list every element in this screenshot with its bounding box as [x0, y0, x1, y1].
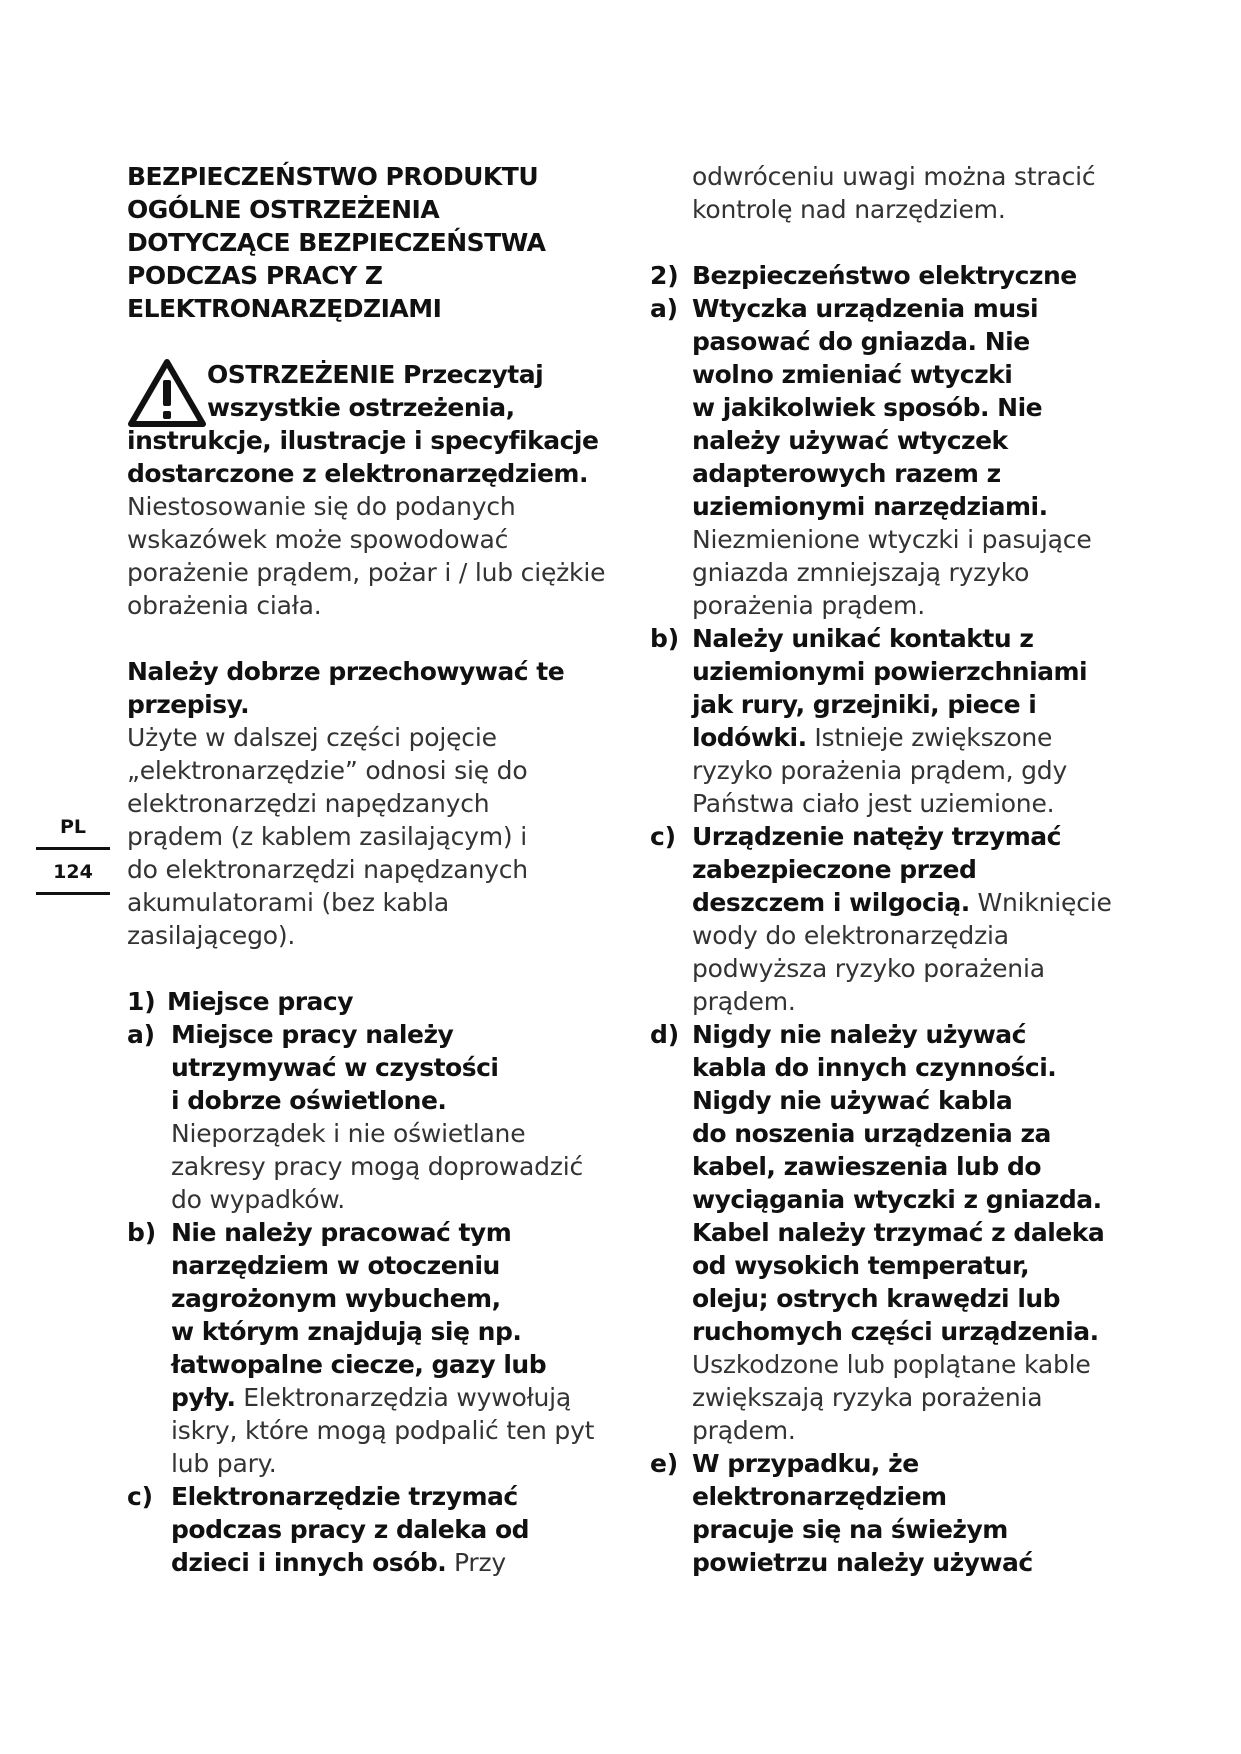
item-body-line: porażenia prądem.: [692, 591, 925, 620]
list-item-1b: [127, 1216, 597, 1480]
warning-text-line: instrukcje, ilustracje i specyfikacje: [127, 426, 599, 455]
item-bold-line: W przypadku, że: [692, 1449, 919, 1478]
item-body-line: zakresy pracy mogą doprowadzić: [171, 1152, 584, 1181]
item-bold-run: dzieci i innych osób.: [171, 1548, 447, 1577]
item-bold-line: Nigdy nie należy używać: [692, 1020, 1026, 1049]
heading-line: ELEKTRONARZĘDZIAMI: [127, 294, 442, 323]
item-bold-line: uziemionymi narzędziami.: [692, 492, 1048, 521]
item-body-line: ryzyko porażenia prądem, gdy: [692, 756, 1068, 785]
list-marker: e): [650, 1449, 678, 1478]
section-2-electrical-safety: [650, 259, 1120, 1579]
item-bold-line: należy używać wtyczek: [692, 426, 1008, 455]
item-bold-line: zagrożonym wybuchem,: [171, 1284, 501, 1313]
list-marker: c): [650, 822, 676, 851]
item-bold-line: narzędziem w otoczeniu: [171, 1251, 500, 1280]
section-number: 2): [650, 261, 679, 290]
item-body-line: Niezmienione wtyczki i pasujące: [692, 525, 1092, 554]
item-bold-line: od wysokich temperatur,: [692, 1251, 1030, 1280]
warning-text-line: wszystkie ostrzeżenia,: [207, 393, 515, 422]
item-bold-run: lodówki.: [692, 723, 807, 752]
list-marker: c): [127, 1482, 153, 1511]
list-marker: b): [650, 624, 679, 653]
item-body-line: Uszkodzone lub poplątane kable: [692, 1350, 1091, 1379]
warning-text-line: OSTRZEŻENIE Przeczytaj: [207, 360, 544, 389]
item-bold-line: Nie należy pracować tym: [171, 1218, 512, 1247]
item-bold-line: jak rury, grzejniki, piece i: [692, 690, 1037, 719]
warning-triangle-icon: [127, 358, 207, 428]
page-sidebar: [36, 815, 110, 895]
keep-title-line: Należy dobrze przechowywać te: [127, 657, 565, 686]
item-bold-line: kabel, zawieszenia lub do: [692, 1152, 1042, 1181]
item-bold-line: ruchomych części urządzenia.: [692, 1317, 1099, 1346]
item-bold-line: do noszenia urządzenia za: [692, 1119, 1051, 1148]
item-bold-line: podczas pracy z daleka od: [171, 1515, 530, 1544]
warning-body-line: obrażenia ciała.: [127, 591, 322, 620]
item-bold-run: deszczem i wilgocią.: [692, 888, 970, 917]
keep-body-line: prądem (z kablem zasilającym) i: [127, 822, 527, 851]
keep-body-line: do elektronarzędzi napędzanych: [127, 855, 528, 884]
item-bold-line: pracuje się na świeżym: [692, 1515, 1008, 1544]
warning-text-line: dostarczone z elektronarzędziem.: [127, 459, 588, 488]
sidebar-divider: [36, 847, 110, 850]
item-body-line: wody do elektronarzędzia: [692, 921, 1009, 950]
item-body-line: iskry, które mogą podpalić ten pyt: [171, 1416, 595, 1445]
keep-body-line: elektronarzędzi napędzanych: [127, 789, 490, 818]
item-mixed-line: [127, 1381, 597, 1414]
item-mixed-line: [127, 1546, 597, 1579]
section-title: Bezpieczeństwo elektryczne: [692, 261, 1077, 290]
right-column: [650, 160, 1120, 1579]
list-item-2a: [650, 292, 1120, 622]
keep-title-line: przepisy.: [127, 690, 250, 719]
item-body-line: do wypadków.: [171, 1185, 345, 1214]
keep-body-line: akumulatorami (bez kabla: [127, 888, 450, 917]
item-body-line: lub pary.: [171, 1449, 277, 1478]
body-line: kontrolę nad narzędziem.: [692, 195, 1006, 224]
list-item-2b: [650, 622, 1120, 820]
list-item-1c: [127, 1480, 597, 1579]
list-item-2d: [650, 1018, 1120, 1447]
item-bold-line: Należy unikać kontaktu z: [692, 624, 1034, 653]
item-body-line: Państwa ciało jest uziemione.: [692, 789, 1055, 818]
item-bold-line: Wtyczka urządzenia musi: [692, 294, 1039, 323]
section-heading: [127, 160, 597, 325]
item-body-line: podwyższa ryzyko porażenia: [692, 954, 1045, 983]
item-normal-run: Wniknięcie: [969, 888, 1112, 917]
heading-line: OGÓLNE OSTRZEŻENIA: [127, 195, 440, 224]
item-body-line: zwiększają ryzyka porażenia: [692, 1383, 1043, 1412]
item-mixed-line: [650, 721, 1120, 754]
warning-block: [127, 358, 606, 622]
section-title: Miejsce pracy: [167, 987, 354, 1016]
item-bold-line: Nigdy nie używać kabla: [692, 1086, 1013, 1115]
item-bold-line: wyciągania wtyczki z gniazda.: [692, 1185, 1102, 1214]
item-bold-line: w którym znajdują się np.: [171, 1317, 522, 1346]
warning-body-line: wskazówek może spowodować: [127, 525, 509, 554]
warning-body-line: Niestosowanie się do podanych: [127, 492, 516, 521]
item-bold-line: wolno zmieniać wtyczki: [692, 360, 1013, 389]
language-code: PL: [59, 816, 87, 838]
item-bold-run: pyły.: [171, 1383, 236, 1412]
keep-body-line: „elektronarzędzie” odnosi się do: [127, 756, 528, 785]
keep-body-line: Użyte w dalszej części pojęcie: [127, 723, 497, 752]
item-bold-line: pasować do gniazda. Nie: [692, 327, 1030, 356]
item-bold-line: łatwopalne ciecze, gazy lub: [171, 1350, 547, 1379]
keep-body-line: zasilającego).: [127, 921, 296, 950]
item-bold-line: oleju; ostrych krawędzi lub: [692, 1284, 1061, 1313]
item-normal-run: Elektronarzędzia wywołują: [235, 1383, 571, 1412]
section-number: 1): [127, 987, 156, 1016]
list-marker: a): [650, 294, 678, 323]
item-bold-line: Miejsce pracy należy: [171, 1020, 454, 1049]
keep-instructions-block: [127, 655, 597, 952]
page-number: 124: [53, 861, 93, 883]
heading-line: DOTYCZĄCE BEZPIECZEŃSTWA: [127, 228, 546, 257]
item-body-line: gniazda zmniejszają ryzyko: [692, 558, 1030, 587]
section-2-title: [650, 259, 1120, 292]
list-item-2e: [650, 1447, 1120, 1579]
list-marker: d): [650, 1020, 679, 1049]
item-body-line: Nieporządek i nie oświetlane: [171, 1119, 526, 1148]
item-bold-line: i dobrze oświetlone.: [171, 1086, 447, 1115]
item-bold-line: w jakikolwiek sposób. Nie: [692, 393, 1043, 422]
list-marker: b): [127, 1218, 156, 1247]
list-item-1a: [127, 1018, 597, 1216]
continuation-text: [650, 160, 1120, 226]
item-bold-line: Urządzenie natęży trzymać: [692, 822, 1061, 851]
body-line: odwróceniu uwagi można stracić: [692, 162, 1096, 191]
item-body-line: prądem.: [692, 1416, 796, 1445]
section-1-title: [127, 985, 597, 1018]
list-item-2c: [650, 820, 1120, 1018]
item-bold-line: elektronarzędziem: [692, 1482, 947, 1511]
item-bold-line: uziemionymi powierzchniami: [692, 657, 1088, 686]
item-bold-line: zabezpieczone przed: [692, 855, 977, 884]
item-body-line: prądem.: [692, 987, 796, 1016]
heading-line: PODCZAS PRACY Z: [127, 261, 383, 290]
warning-body-line: porażenie prądem, pożar i / lub ciężkie: [127, 558, 606, 587]
left-column: [127, 160, 606, 1579]
item-bold-line: Kabel należy trzymać z daleka: [692, 1218, 1105, 1247]
item-normal-run: Istnieje zwiększone: [806, 723, 1053, 752]
sidebar-divider: [36, 892, 110, 895]
item-bold-line: kabla do innych czynności.: [692, 1053, 1057, 1082]
item-bold-line: adapterowych razem z: [692, 459, 1001, 488]
list-marker: a): [127, 1020, 155, 1049]
item-normal-run: Przy: [446, 1548, 507, 1577]
item-bold-line: Elektronarzędzie trzymać: [171, 1482, 518, 1511]
heading-line: BEZPIECZEŃSTWO PRODUKTU: [127, 162, 539, 191]
item-bold-line: utrzymywać w czystości: [171, 1053, 499, 1082]
item-mixed-line: [650, 886, 1120, 919]
item-bold-line: powietrzu należy używać: [692, 1548, 1033, 1577]
section-1-work-area: [127, 985, 597, 1579]
